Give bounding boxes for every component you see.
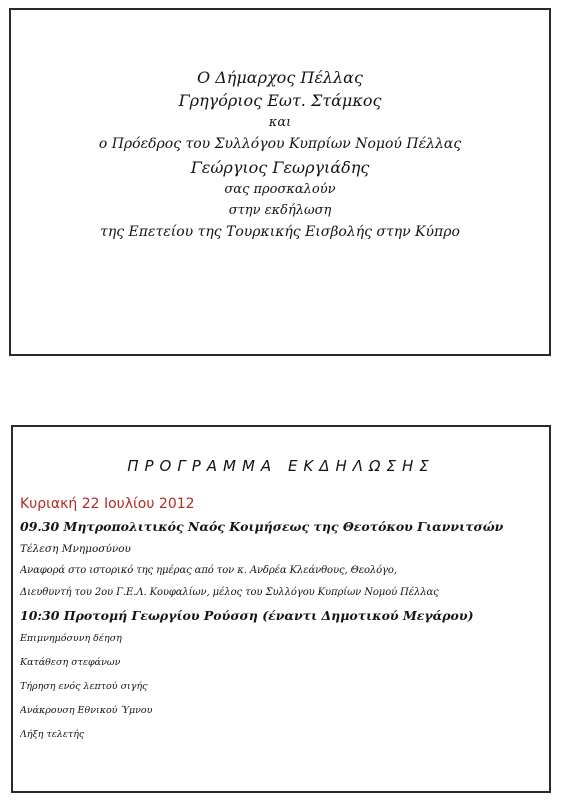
- invitation-text: [11, 66, 549, 244]
- schedule-item: Λήξη τελετής: [20, 729, 85, 740]
- invitation-card: [9, 8, 551, 356]
- schedule-item: Ανάκρουση Εθνικού Ύμνου: [20, 705, 153, 716]
- schedule-item: Επιμνημόσυνη δέηση: [20, 633, 122, 644]
- schedule-item: Κατάθεση στεφάνων: [20, 657, 121, 668]
- president-name: Γεώργιος Γεωργιάδης: [190, 158, 370, 177]
- schedule-item: Τέλεση Μνημοσύνου: [20, 543, 131, 555]
- event-title: της Επετείου της Τουρκικής Εισβολής στην Κύπρο: [100, 224, 460, 240]
- president-title: ο Πρόεδρος του Συλλόγου Κυπρίων Νομού Πέλλας: [98, 136, 462, 152]
- schedule-item: Διευθυντή του 2ου Γ.Ε.Λ. Κουφαλίων, μέλος του Συλλόγου Κυπρίων Νομού Πέλλας: [20, 587, 439, 598]
- program-schedule: [20, 493, 543, 747]
- program-card: [11, 425, 551, 793]
- schedule-item-time: 09.30 Μητροπολιτικός Ναός Κοιμήσεως της Θεοτόκου Γιαννιτσών: [20, 519, 504, 534]
- invite-verb: σας προσκαλούν: [224, 182, 336, 197]
- program-date: Κυριακή 22 Ιουλίου 2012: [20, 496, 195, 512]
- schedule-item: Αναφορά στο ιστορικό της ημέρας από τον κ. Ανδρέα Κλεάνθους, Θεολόγο,: [20, 565, 397, 576]
- conjunction-text: και: [268, 115, 292, 130]
- event-label: στην εκδήλωση: [228, 203, 332, 218]
- mayor-title: Ο Δήμαρχος Πέλλας: [197, 68, 363, 87]
- schedule-item: Τήρηση ενός λεπτού σιγής: [20, 681, 148, 692]
- schedule-item-time: 10:30 Προτομή Γεωργίου Ρούσση (έναντι Δημοτικού Μεγάρου): [20, 608, 474, 623]
- program-title: ΠΡΟΓΡΑΜΜΑ ΕΚΔΗΛΩΣΗΣ: [127, 457, 435, 475]
- mayor-name: Γρηγόριος Εωτ. Στάμκος: [178, 91, 382, 110]
